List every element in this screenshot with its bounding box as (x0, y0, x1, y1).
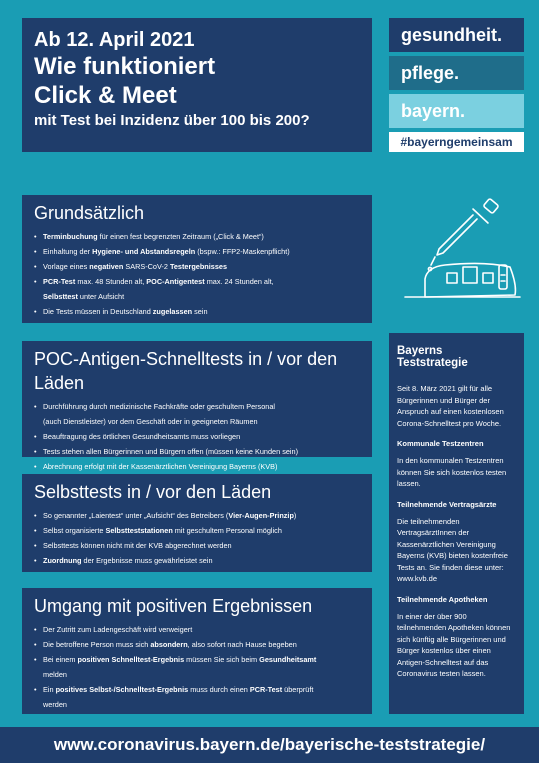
brand-pflege: pflege. (389, 56, 524, 90)
list-item: • PCR-Test max. 48 Stunden alt, POC-Antigentest max. 24 Stunden alt, (34, 274, 362, 289)
section-selbsttests (22, 474, 372, 572)
section-grundsaetzlich (22, 195, 372, 323)
footer-url-link[interactable]: www.coronavirus.bayern.de/bayerische-teststrategie/ (0, 727, 539, 763)
sidebar-title: Bayerns Teststrategie (397, 345, 468, 369)
header-title-line1: Wie funktioniert (34, 53, 216, 80)
list-item: • Einhaltung der Hygiene- und Abstandsregeln (bspw.: FFP2-Maskenpflicht) (34, 244, 362, 259)
section-poc-antigen (22, 341, 372, 471)
header-box (22, 18, 372, 152)
list-item: • Die betroffene Person muss sich absondern, also sofort nach Hause begeben (34, 637, 362, 652)
list-item: • Bei einem positiven Schnelltest-Ergebnis müssen Sie sich beim Gesundheitsamt (34, 652, 362, 667)
list-item: • Ein positives Selbst-/Schnelltest-Ergebnis muss durch einen PCR-Test überprüft (34, 682, 362, 697)
list-item: • Die Tests müssen in Deutschland zugelassen sein (34, 304, 362, 319)
test-kit-illustration-icon (385, 195, 525, 305)
list-item: • Selbsttests können nicht mit der KVB abgerechnet werden (34, 538, 362, 553)
header-subtitle: mit Test bei Inzidenz über 100 bis 200? (34, 112, 310, 129)
list-item: • Vorlage eines negativen SARS-CoV-2 Testergebnisses (34, 259, 362, 274)
list-item: • Der Zutritt zum Ladengeschäft wird verweigert (34, 622, 362, 637)
sidebar-heading: Teilnehmende Vertragsärzte (397, 499, 497, 509)
sidebar-heading: Kommunale Testzentren (397, 439, 484, 448)
sidebar-paragraph: In einer der über 900 teilnehmenden Apotheken können sich künftig alle Bürgerinnen und Bürger kostenlos über einen Antigen-Schnelltest auf das Coronavirus testen lassen. (397, 611, 511, 678)
sidebar-intro: Seit 8. März 2021 gilt für alle Bürgerinnen und Bürger der Anspruch auf einen kostenlosen Corona-Schnelltest pro Woche. (397, 384, 504, 428)
brand-hashtag: #bayerngemeinsam (389, 132, 524, 152)
brand-bayern: bayern. (389, 94, 524, 128)
list-item: • Durchführung durch medizinische Fachkräfte oder geschultem Personal (34, 399, 362, 414)
list-item: • So genannter „Laientest“ unter „Aufsicht“ des Betreibers (Vier-Augen-Prinzip) (34, 508, 362, 523)
list-item: melden (43, 670, 67, 679)
section-positive-ergebnisse (22, 588, 372, 714)
section-title: POC-Antigen-Schnelltests in / vor den Läden (34, 349, 338, 393)
sidebar-teststrategie (389, 333, 524, 714)
list-item: • Terminbuchung für einen fest begrenzten Zeitraum („Click & Meet“) (34, 229, 362, 244)
list-item: • Beauftragung des örtlichen Gesundheitsamts muss vorliegen (34, 429, 362, 444)
section-title: Umgang mit positiven Ergebnissen (34, 596, 313, 616)
sidebar-heading: Teilnehmende Apotheken (397, 594, 488, 604)
list-item: Selbsttest unter Aufsicht (43, 292, 125, 301)
section-title: Grundsätzlich (34, 203, 145, 223)
section-title: Selbsttests in / vor den Läden (34, 482, 272, 502)
list-item: • Selbst organisierte Selbstteststationen mit geschultem Personal möglich (34, 523, 362, 538)
header-date: Ab 12. April 2021 (34, 29, 195, 51)
list-item: werden (43, 700, 67, 709)
brand-gesundheit: gesundheit. (389, 18, 524, 52)
list-item: • Zuordnung der Ergebnisse muss gewährleistet sein (34, 553, 362, 568)
header-title-line2: Click & Meet (34, 82, 177, 109)
sidebar-paragraph: In den kommunalen Testzentren können Sie sich kostenlos testen lassen. (397, 456, 507, 488)
list-item: (auch Dienstleister) vor dem Geschäft oder in geeigneten Räumen (43, 417, 258, 426)
list-item: • Tests stehen allen Bürgerinnen und Bürgern offen (müssen keine Kunden sein) (34, 444, 362, 459)
list-item: • Abrechnung erfolgt mit der Kassenärztlichen Vereinigung Bayerns (KVB) (34, 459, 362, 474)
sidebar-paragraph: Die teilnehmenden VertragsärztInnen der Kassenärztlichen Vereinigung Bayerns (KVB) bieten kostenfreie Tests an. Sie finden diese unter: www.kvb.de (397, 516, 508, 583)
